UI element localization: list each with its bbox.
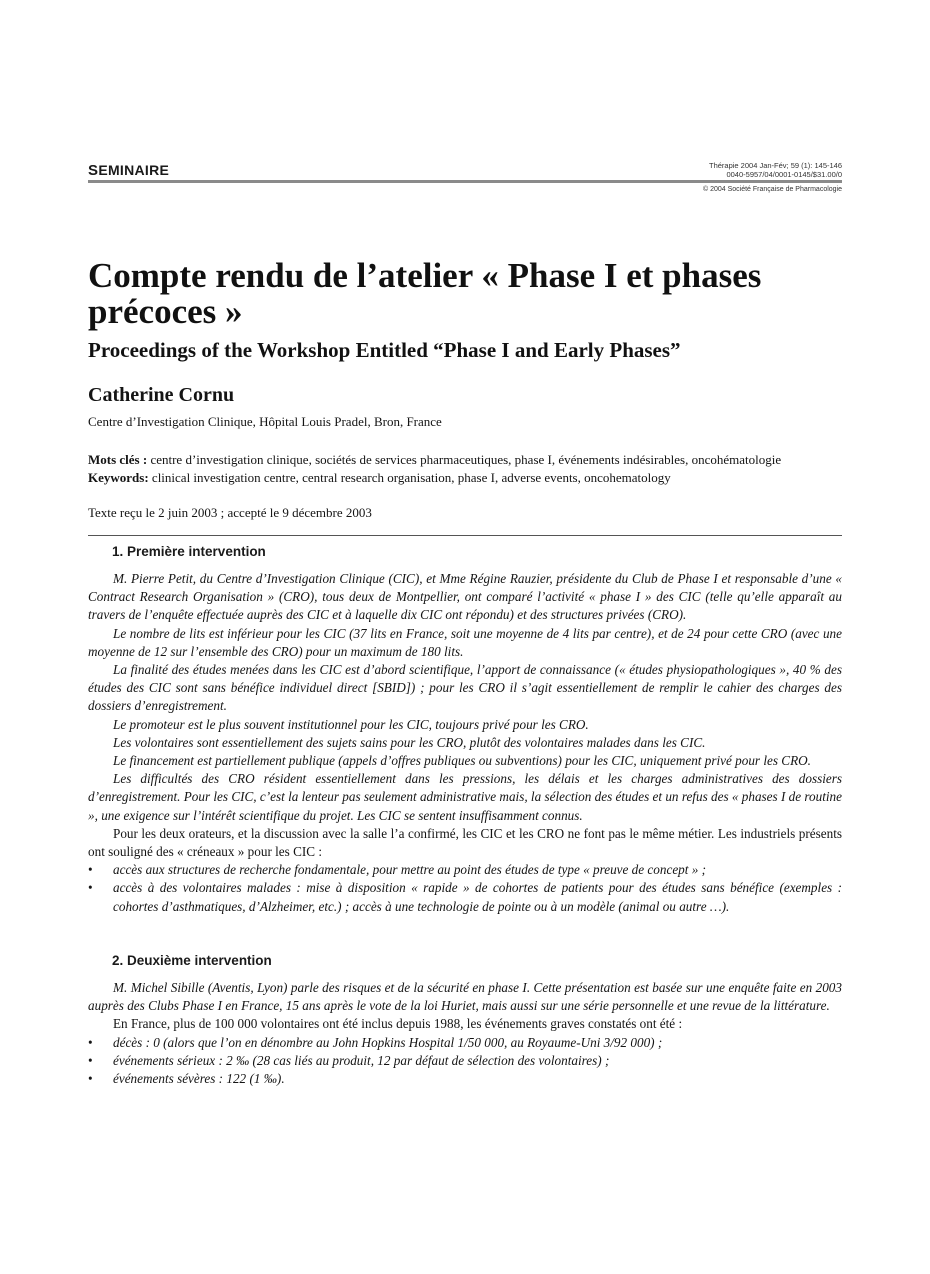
paragraph: Les difficultés des CRO résident essentiellement dans les pressions, les délais et les charges administratives des dossiers d’enregistrement. Pour les CIC, c’est la lenteur pas seulement administrative mais, la sélection des études et un refus des « phases I de routine », une exigence sur l’intérêt scientifique du projet. Les CIC se sentent insuffisamment connus.	[88, 771, 842, 823]
section-2-heading: 2. Deuxième intervention	[112, 953, 272, 968]
section-1-body	[88, 570, 842, 916]
list-item-text: événements sérieux : 2 ‰ (28 cas liés au produit, 12 par défaut de sélection des volontaires) ;	[113, 1052, 610, 1068]
list-item	[88, 1052, 842, 1070]
keywords-french	[88, 451, 848, 469]
list-item-text: décès : 0 (alors que l’on en dénombre au John Hopkins Hospital 1/50 000, au Royaume-Uni 3/92 000) ;	[113, 1034, 663, 1050]
journal-citation: Thérapie 2004 Jan-Fév; 59 (1): 145-146	[709, 161, 842, 170]
list-item	[88, 1070, 842, 1088]
article-subtitle: Proceedings of the Workshop Entitled “Phase I and Early Phases”	[88, 338, 681, 362]
paragraph: Le promoteur est le plus souvent institutionnel pour les CIC, toujours privé pour les CRO.	[113, 716, 589, 732]
keywords-english-label: Keywords:	[88, 470, 149, 485]
list-item	[88, 1034, 842, 1052]
abstract-divider	[88, 535, 842, 536]
paragraph: En France, plus de 100 000 volontaires ont été inclus depuis 1988, les événements graves constatés ont été :	[113, 1016, 683, 1032]
list-item-text: accès aux structures de recherche fondamentale, pour mettre au point des études de type « preuve de concept » ;	[113, 862, 707, 878]
paragraph: M. Pierre Petit, du Centre d’Investigation Clinique (CIC), et Mme Régine Rauzier, présidente du Club de Phase I et responsable d’une « Contract Research Organisation » (CRO), tous deux de Montpellier, ont comparé l’activité « phase I » des CIC (telle qu’elle apparaît au travers de l’enquête effectuée auprès des CIC et à laquelle dix CIC ont répondu) et des structures privées (CRO).	[88, 571, 842, 623]
bullet-list	[88, 861, 842, 916]
copyright-notice: © 2004 Société Française de Pharmacologie	[702, 186, 842, 193]
header-rule	[88, 180, 842, 183]
section-label-initial: S	[88, 162, 99, 179]
section-2-body	[88, 979, 842, 1088]
bullet-glyph: •	[88, 1071, 93, 1087]
bullet-glyph: •	[88, 862, 93, 878]
section-label	[88, 162, 169, 179]
author-affiliation: Centre d’Investigation Clinique, Hôpital Louis Pradel, Bron, France	[88, 414, 442, 429]
journal-issn: 0040-5957/04/0001-0145/$31.00/0	[726, 170, 842, 179]
paragraph: Pour les deux orateurs, et la discussion avec la salle l’a confirmé, les CIC et les CRO ne font pas le même métier. Les industriels présents ont souligné des « créneaux » pour les CIC :	[88, 825, 842, 860]
keywords-french-label: Mots clés :	[88, 452, 148, 467]
list-item-text: accès à des volontaires malades : mise à disposition « rapide » de cohortes de patients pour des études sans bénéfice (exemples : cohortes d’asthmatiques, d’Alzheimer, etc.) ; accès à une technologie de pointe ou à un modèle (animal ou autre …).	[113, 880, 842, 914]
journal-reference	[709, 161, 842, 179]
article-title: Compte rendu de l’atelier « Phase I et phases précoces »	[88, 256, 762, 331]
paragraph: Le nombre de lits est inférieur pour les CIC (37 lits en France, soit une moyenne de 4 lits par centre), et de 24 pour cette CRO (avec une moyenne de 12 sur l’ensemble des CRO) pour un maximum de 180 lits.	[88, 625, 842, 659]
list-item-text: événements sévères : 122 (1 ‰).	[113, 1071, 285, 1087]
section-1-heading: 1. Première intervention	[112, 544, 266, 559]
received-dates: Texte reçu le 2 juin 2003 ; accepté le 9 décembre 2003	[88, 505, 372, 520]
running-header	[88, 160, 842, 200]
section-label-rest: EMINAIRE	[98, 162, 170, 178]
keywords-english	[88, 469, 848, 487]
keywords-french-text: centre d’investigation clinique, sociétés de services pharmaceutiques, phase I, événements indésirables, oncohématologie	[147, 452, 782, 467]
paragraph: Les volontaires sont essentiellement des sujets sains pour les CRO, plutôt des volontaires malades dans les CIC.	[113, 734, 706, 750]
paragraph: Le financement est partiellement publique (appels d’offres publiques ou subventions) pour les CIC, uniquement privé pour les CRO.	[113, 753, 811, 769]
bullet-list	[88, 1034, 842, 1089]
paragraph: M. Michel Sibille (Aventis, Lyon) parle des risques et de la sécurité en phase I. Cette présentation est basée sur une enquête faite en 2003 auprès des Clubs Phase I en France, 15 ans après le vote de la loi Huriet, mais aussi sur une série personnelle et une revue de la littérature.	[88, 980, 842, 1014]
list-item	[88, 861, 842, 879]
bullet-glyph: •	[88, 1052, 93, 1068]
bullet-glyph: •	[88, 1034, 93, 1050]
bullet-glyph: •	[88, 880, 93, 896]
author-name: Catherine Cornu	[88, 384, 235, 406]
keywords-english-text: clinical investigation centre, central research organisation, phase I, adverse events, oncohematology	[148, 470, 671, 485]
paragraph: La finalité des études menées dans les CIC est d’abord scientifique, l’apport de connaissance (« études physiopathologiques », 40 % des études des CIC sont sans bénéfice individuel direct [SBID]) ; pour les CRO il s’agit essentiellement de remplir le cahier des charges des dossiers d’enregistrement.	[88, 662, 842, 714]
list-item	[88, 879, 842, 915]
